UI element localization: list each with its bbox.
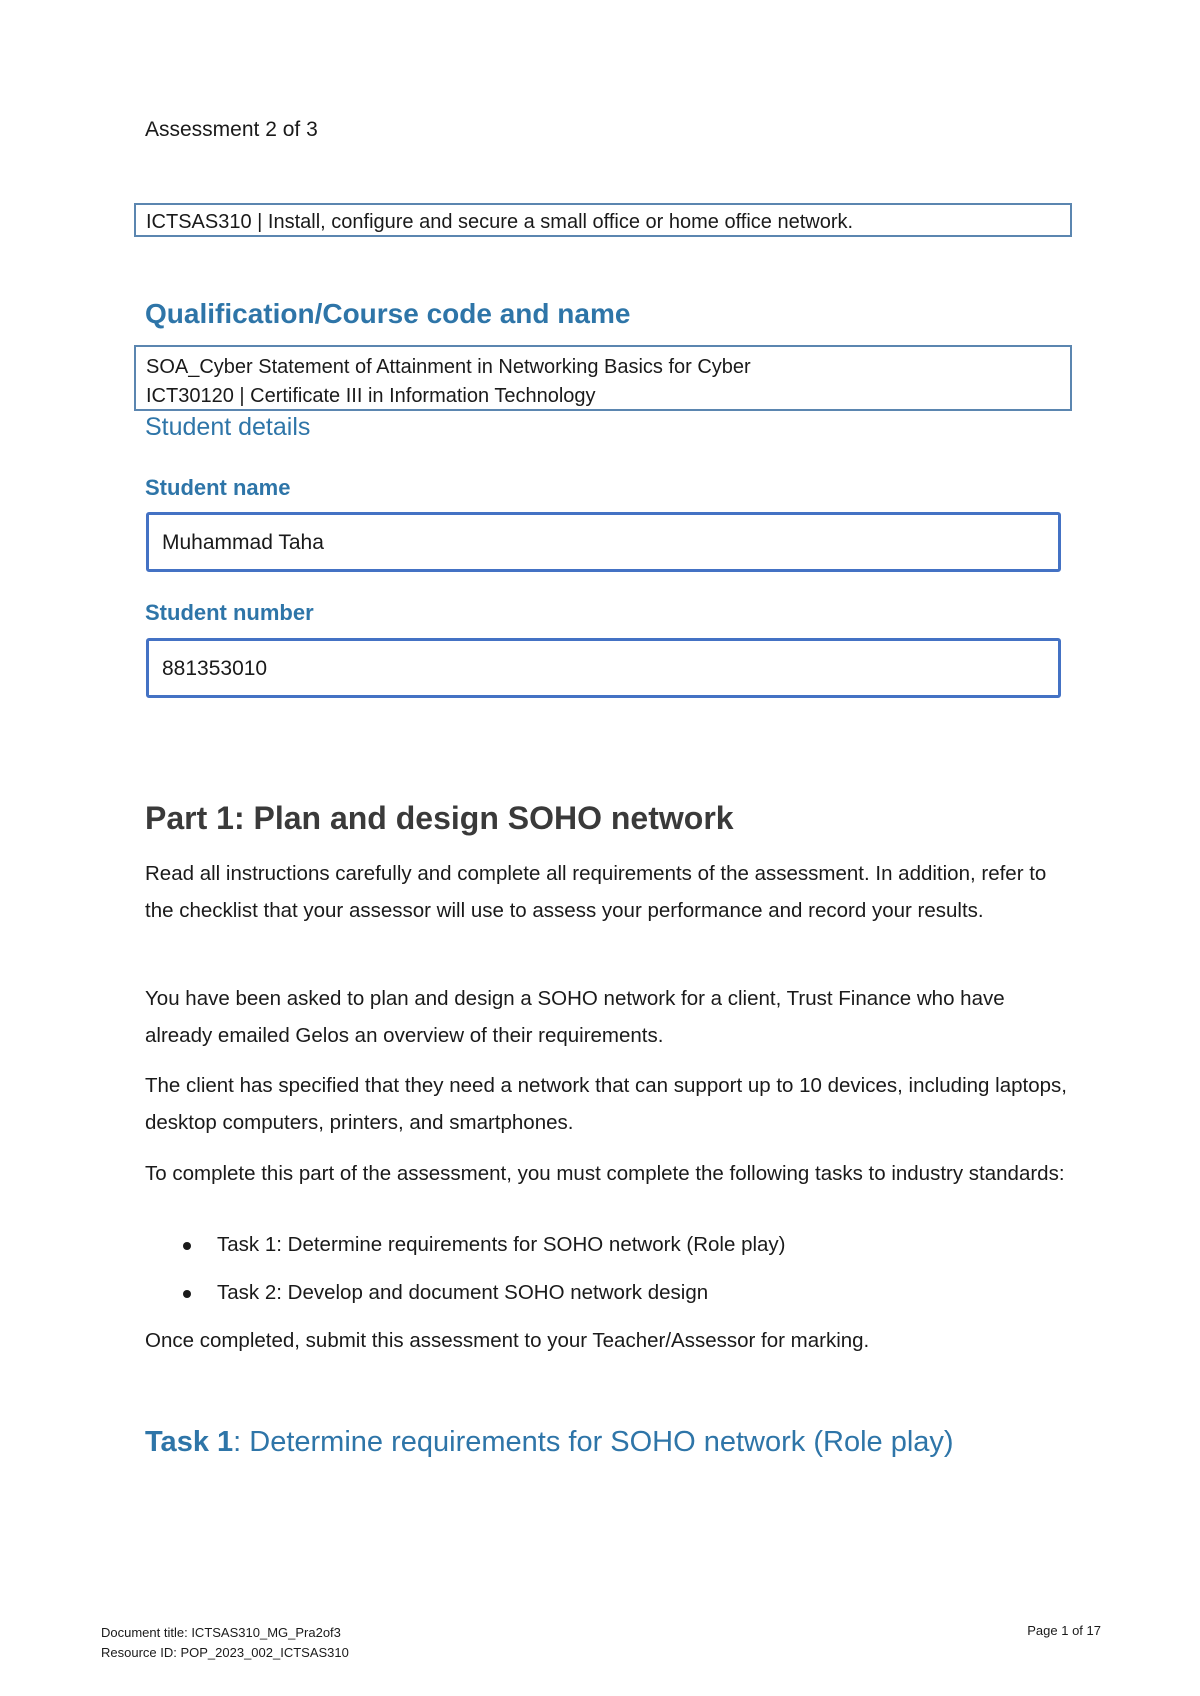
- resource-id: Resource ID: POP_2023_002_ICTSAS310: [101, 1645, 349, 1660]
- page-number: Page 1 of 17: [1027, 1623, 1101, 1638]
- part-1-heading: Part 1: Plan and design SOHO network: [145, 800, 734, 836]
- instructions-paragraph: Read all instructions carefully and complete all requirements of the assessment. In addition, refer to the checklist that your assessor will use to assess your performance and record your results.: [145, 862, 1047, 922]
- task-1-title: : Determine requirements for SOHO network (Role play): [233, 1426, 954, 1458]
- qualification-box: [134, 345, 1072, 411]
- task-1-heading: [145, 1426, 954, 1459]
- task-1-item: Task 1: Determine requirements for SOHO network (Role play): [217, 1233, 786, 1256]
- scenario-paragraph: You have been asked to plan and design a SOHO network for a client, Trust Finance who have already emailed Gelos an overview of their requirements.: [145, 987, 1005, 1047]
- task-2-item: Task 2: Develop and document SOHO network design: [217, 1281, 709, 1304]
- student-name-label: Student name: [145, 475, 291, 500]
- footer-left: [101, 1623, 349, 1663]
- qualification-line-1: SOA_Cyber Statement of Attainment in Networking Basics for Cyber: [146, 356, 751, 378]
- qualification-heading: Qualification/Course code and name: [145, 298, 631, 329]
- student-number-field[interactable]: 881353010: [146, 638, 1061, 698]
- student-number-label: Student number: [145, 600, 314, 625]
- task-1-label: Task 1: [145, 1426, 234, 1458]
- task-list: [145, 1230, 1075, 1326]
- document-title: Document title: ICTSAS310_MG_Pra2of3: [101, 1625, 341, 1640]
- tasks-intro-paragraph: To complete this part of the assessment, you must complete the following tasks to industry standards:: [145, 1162, 1065, 1185]
- unit-box: ICTSAS310 | Install, configure and secure a small office or home office network.: [134, 203, 1072, 237]
- student-details-heading: Student details: [145, 413, 311, 441]
- bullet-icon: [183, 1242, 191, 1250]
- requirements-paragraph: The client has specified that they need a network that can support up to 10 devices, including laptops, desktop computers, printers, and smartphones.: [145, 1074, 1067, 1134]
- list-item: [145, 1278, 1075, 1326]
- list-item: [145, 1230, 1075, 1278]
- qualification-line-2: ICT30120 | Certificate III in Information Technology: [146, 385, 596, 407]
- student-name-field[interactable]: Muhammad Taha: [146, 512, 1061, 572]
- submission-paragraph: Once completed, submit this assessment to your Teacher/Assessor for marking.: [145, 1329, 870, 1352]
- assessment-label: Assessment 2 of 3: [145, 118, 318, 141]
- bullet-icon: [183, 1290, 191, 1298]
